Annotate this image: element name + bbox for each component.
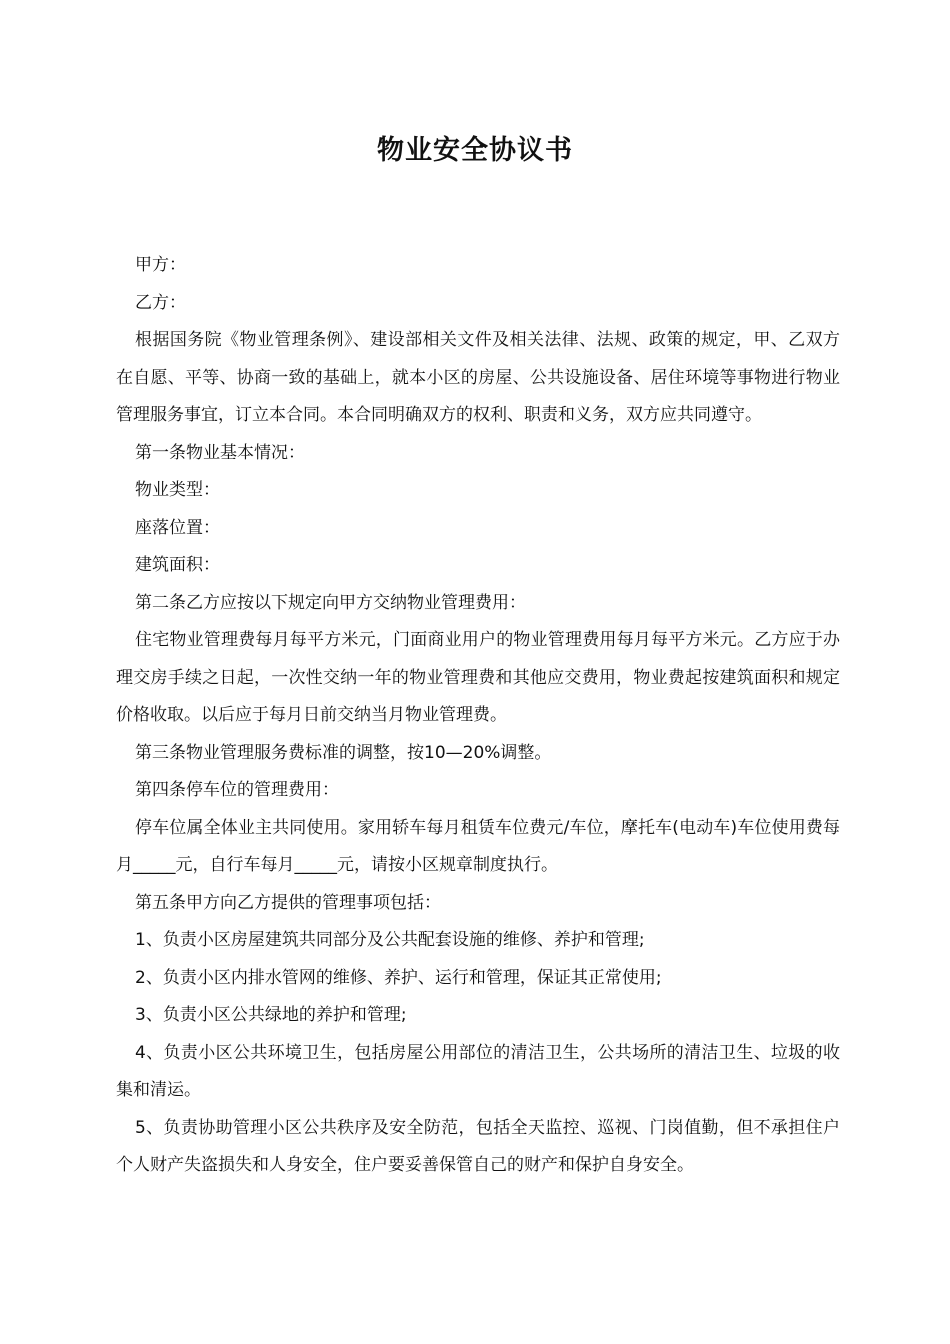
- article-3-paragraph: 第三条物业管理服务费标准的调整，按10—20%调整。: [135, 742, 552, 763]
- list-item: 1、负责小区房屋建筑共同部分及公共配套设施的维修、养护和管理;: [135, 930, 645, 950]
- party-a-line: 甲方：: [135, 255, 186, 275]
- article-5-heading: 第五条甲方向乙方提供的管理事项包括：: [135, 892, 441, 913]
- preamble-paragraph: 根据国务院《物业管理条例》、建设部相关文件及相关法律、法规、政策的规定，甲、乙双方在自愿、平等、协商一致的基础上，就本小区的房屋、公共设施设备、居住环境等事物进行物业管理服务事宜，订立本合同。本合同明确双方的权利、职责和义务，双方应共同遵守。: [116, 330, 840, 425]
- party-b-line: 乙方：: [135, 292, 186, 313]
- article-4-paragraph: 停车位属全体业主共同使用。家用轿车每月租赁车位费元/车位，摩托车(电动车)车位使用费每月_____元，自行车每月_____元，请按小区规章制度执行。: [116, 817, 840, 875]
- property-type-line: 物业类型：: [135, 480, 220, 500]
- list-item: 3、负责小区公共绿地的养护和管理;: [135, 1005, 407, 1025]
- building-area-line: 建筑面积：: [135, 555, 220, 575]
- document-body: [116, 247, 840, 1185]
- article-4-heading: 第四条停车位的管理费用：: [135, 780, 339, 800]
- list-item: 5、负责协助管理小区公共秩序及安全防范，包括全天监控、巡视、门岗值勤，但不承担住户个人财产失盗损失和人身安全，住户要妥善保管自己的财产和保护自身安全。: [116, 1117, 840, 1175]
- list-item: 4、负责小区公共环境卫生，包括房屋公用部位的清洁卫生，公共场所的清洁卫生、垃圾的收集和清运。: [116, 1042, 840, 1100]
- article-1-heading: 第一条物业基本情况：: [135, 442, 305, 463]
- document-title: 物业安全协议书: [377, 135, 573, 166]
- list-item: 2、负责小区内排水管网的维修、养护、运行和管理，保证其正常使用;: [135, 967, 662, 988]
- property-location-line: 座落位置：: [135, 517, 220, 538]
- article-2-heading: 第二条乙方应按以下规定向甲方交纳物业管理费用：: [135, 592, 526, 613]
- article-2-paragraph: 住宅物业管理费每月每平方米元，门面商业用户的物业管理费用每月每平方米元。乙方应于办理交房手续之日起，一次性交纳一年的物业管理费和其他应交费用，物业费起按建筑面积和规定价格收取。以后应于每月日前交纳当月物业管理费。: [116, 630, 840, 725]
